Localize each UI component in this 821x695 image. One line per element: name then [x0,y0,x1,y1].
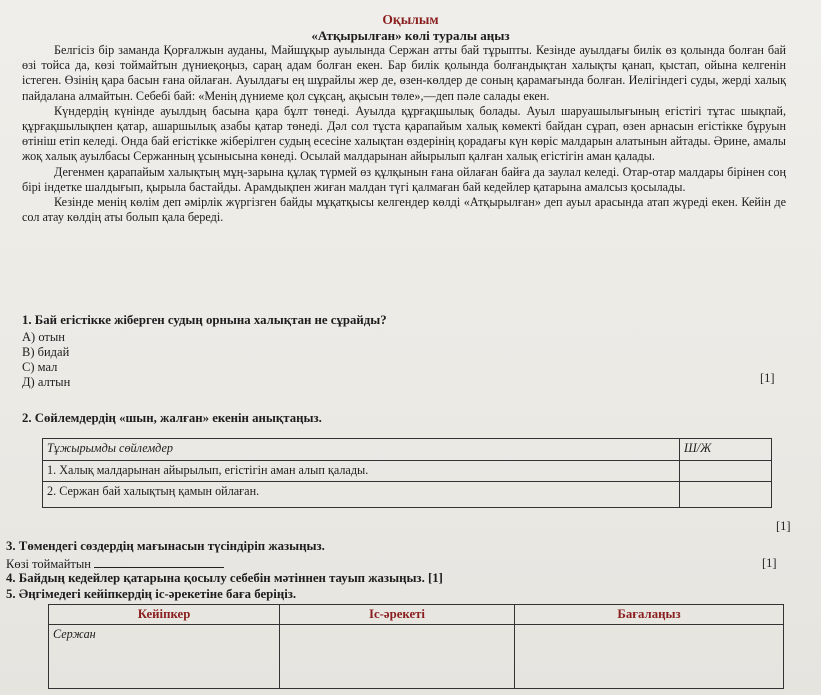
q1-mark: [1] [760,371,775,385]
char-name-cell: Сержан [49,625,280,689]
question-2: 2. Сөйлемдердің «шын, жалған» екенін анықтаңыз. [22,411,322,425]
tf-statement-1: 1. Халық малдарынан айырылып, егістігін аман алып қалады. [43,461,680,482]
question-5: 5. Әңгімедегі кейіпкердің іс-әрекетіне баға беріңіз. [6,587,297,601]
q2-mark: [1] [776,519,791,533]
q1-option-b[interactable]: В) бидай [22,345,70,359]
story-title: «Атқырылған» көлі туралы аңыз [311,28,510,43]
story-paragraph: Дегенмен қарапайым халықтың мұң-зарына құлақ түрмей өз құлқынын ғана ойлаған байға да заулал келеді. Отар-отар малдары бірінен соң бірі індетке шалдығып, қырыла бастайды. Арамдықпен жиған малдан түгі қалмаған бай кедейлер қатарына амалсыз қосылады. [22,164,786,194]
character-table [48,604,784,689]
question-4: 4. Байдың кедейлер қатарына қосылу себебін мәтіннен тауып жазыңыз. [1] [6,571,443,585]
story-paragraph: Күндердің күнінде ауылдың басына қара бұлт төнеді. Ауылда құрғақшылық болады. Ауыл шаруашылығының егістігі тұтас шықпай, құрғақшылықпен қатар, ашаршылық азабы қатар төнеді. Дәл сол тұста қарапайым халық көмекті байдан сұрап, өзен арнасын егістікке бұруын өтініш етіп келеді. Онда бай егістікке жіберілген судың есесіне халықтан өздерінің қорадағы күн көріс малдарын алатынын айтады. Әрине, амалы жоқ халық ауылбасы Сержанның ұсынысына көнеді. Осылай малдарынан айырылып қалған халық егістігін аман қалады. [22,103,786,164]
q3-answer-blank[interactable] [94,556,224,568]
story-paragraph: Кезінде менің көлім деп әмірлік жүргізген байды мұқатқысы келгендер көлді «Атқырылған» деп ауыл арасында атап жүреді екен. Кейін де сол атау көлдің аты болып қала береді. [22,195,786,225]
tf-header-statements: Тұжырымды сөйлемдер [43,439,680,461]
section-title: Оқылым [382,12,439,27]
char-actions-cell[interactable] [280,625,515,689]
q1-option-c[interactable]: С) мал [22,360,58,374]
char-evaluation-cell[interactable] [515,625,784,689]
story-paragraph: Белгісіз бір заманда Қорғалжын ауданы, Майшұқыр ауылында Сержан атты бай тұрыпты. Кезінде ауылдағы билік өз қолында болған бай өзі тойса да, көзі тоймайтын дүниеқоңыз, сараң адам болған екен. Бар билік қолында болғандықтан халықты қанап, қыстап, ойына келгенін істеген. Өзінің қара басын ғана ойлаған. Ауылдағы ең шұрайлы жер де, өзен-көлдер де соның қарамағында болған. Иелігіндегі суды, жерді халық пайдалана алмайтын. Себебі бай: «Менің дүниеме қол сұқсаң, ақысын төле»,—деп пәле салады екен. [22,43,786,103]
true-false-table [42,438,772,508]
char-header-actions: Іс-әрекеті [280,605,515,625]
story-text [22,43,786,225]
q3-mark: [1] [762,556,777,570]
char-header-character: Кейіпкер [49,605,280,625]
char-header-evaluation: Бағалаңыз [515,605,784,625]
tf-answer-cell-2[interactable] [680,482,772,508]
question-1: 1. Бай егістікке жіберген судың орнына халықтан не сұрайды? [22,313,387,327]
q1-option-a[interactable]: А) отын [22,330,65,344]
q3-word: Көзі тоймайтын [6,557,91,571]
question-3: 3. Төмендегі сөздердің мағынасын түсіндіріп жазыңыз. [6,539,325,553]
q1-option-d[interactable]: Д) алтын [22,375,71,389]
q3-answer-line [6,556,224,572]
tf-answer-cell-1[interactable] [680,461,772,482]
tf-statement-2: 2. Сержан бай халықтың қамын ойлаған. [43,482,680,508]
q1-options [22,330,70,390]
tf-header-answer: Ш/Ж [680,439,772,461]
